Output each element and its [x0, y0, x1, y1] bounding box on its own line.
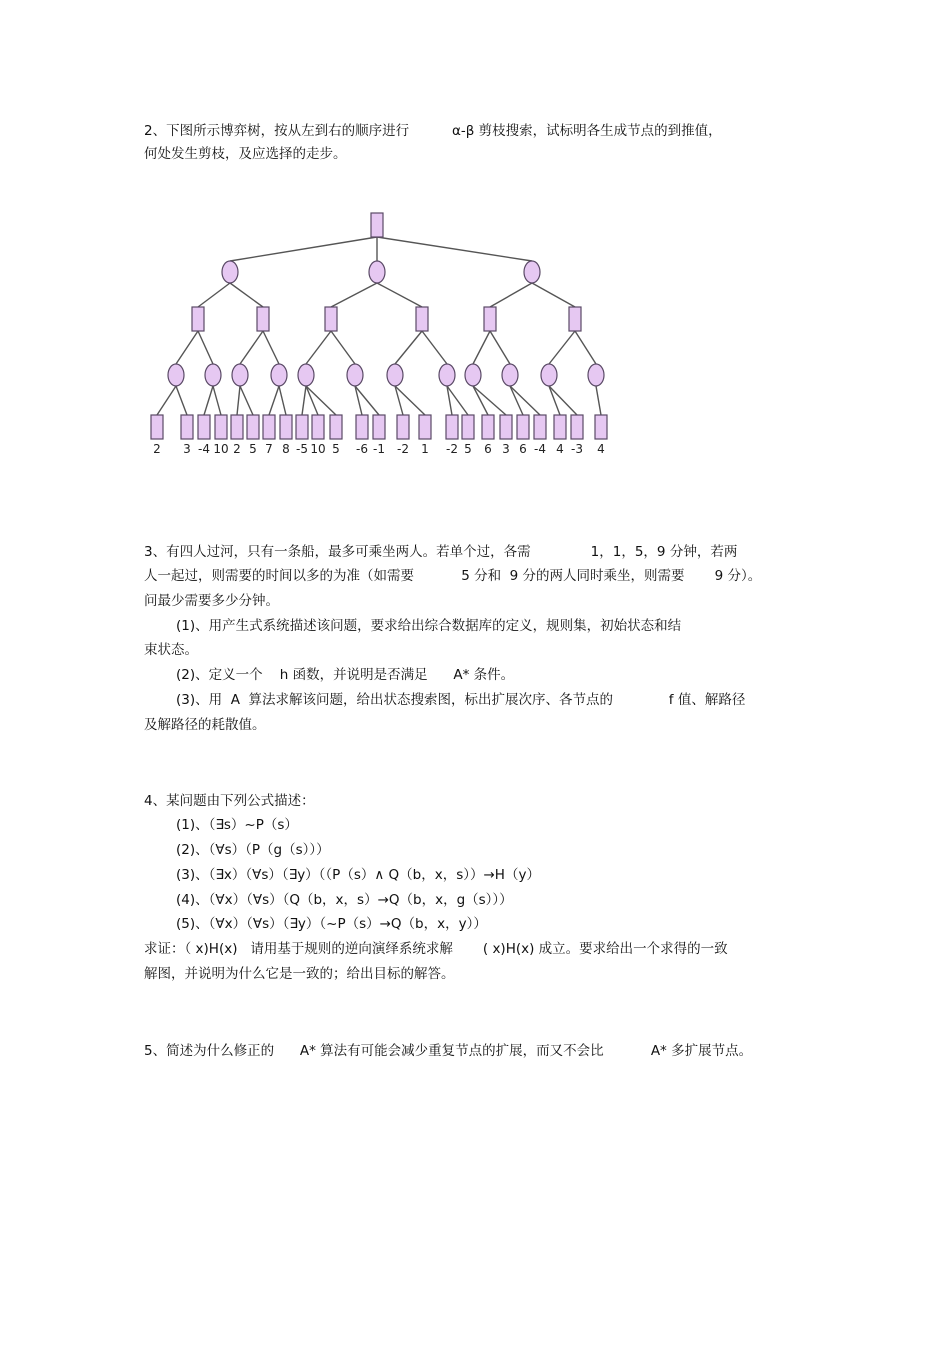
leaf-value-label: -6 [356, 442, 368, 456]
tree-nodes [151, 213, 607, 439]
leaf-value-label: 8 [282, 442, 290, 456]
leaf-node [500, 415, 512, 439]
leaf-node [280, 415, 292, 439]
leaf-value-label: 2 [233, 442, 241, 456]
tree-edge [377, 237, 532, 261]
tree-edge [473, 386, 506, 415]
leaf-node [373, 415, 385, 439]
tree-edge [422, 331, 447, 364]
tree-edge [473, 331, 490, 364]
tree-edge [302, 386, 306, 415]
q4-text-line1: 4、某问题由下列公式描述： [144, 793, 315, 809]
tree-edge [198, 331, 213, 364]
q4-formula-4: (4)、（∀x）（∀s）（Q（b，x，s）→Q（b，x，g（s））） [176, 892, 513, 908]
tree-edge [230, 237, 377, 261]
tree-edge [230, 283, 263, 307]
leaf-node [419, 415, 431, 439]
tree-edge [306, 386, 336, 415]
min-node [369, 261, 385, 283]
leaf-value-label: 10 [213, 442, 229, 456]
leaf-value-label: 5 [464, 442, 472, 456]
root-max-node [371, 213, 383, 237]
tree-edge [176, 331, 198, 364]
leaf-value-label: -2 [446, 442, 458, 456]
tree-edge [198, 283, 230, 307]
q3-sub3-line1: (3)、用 A 算法求解该问题，给出状态搜索图，标出扩展次序、各节点的 f 值、解路径 [176, 692, 746, 708]
leaf-node [181, 415, 193, 439]
min-node [232, 364, 248, 386]
max-node [569, 307, 581, 331]
leaf-value-label: -5 [296, 442, 308, 456]
tree-edge [395, 331, 422, 364]
leaf-node [356, 415, 368, 439]
tree-edge [596, 386, 601, 415]
q3-sub1-line1: (1)、用产生式系统描述该问题，要求给出综合数据库的定义，规则集，初始状态和结 [176, 618, 682, 634]
tree-edge [240, 331, 263, 364]
tree-edge [510, 386, 523, 415]
q4-formula-5: (5)、（∀x）（∀s）（∃y）（~P（s）→Q（b，x，y）） [176, 916, 487, 932]
tree-edge [490, 331, 510, 364]
leaf-node [571, 415, 583, 439]
leaf-node [263, 415, 275, 439]
tree-edge [306, 386, 318, 415]
tree-edge [510, 386, 540, 415]
leaf-value-label: 5 [249, 442, 257, 456]
q4-formula-3: (3)、（∃x）（∀s）（∃y）（（P（s）∧ Q（b，x，s））→H（y） [176, 867, 540, 883]
tree-edge [473, 386, 488, 415]
tree-edge [263, 331, 279, 364]
min-node [541, 364, 557, 386]
tree-edge [269, 386, 279, 415]
leaf-value-label: 7 [265, 442, 273, 456]
max-node [325, 307, 337, 331]
min-node [271, 364, 287, 386]
q3-text-line1: 3、有四人过河，只有一条船，最多可乘坐两人。若单个过，各需 1，1，5，9 分钟，若两 [144, 544, 738, 560]
tree-edge [490, 283, 532, 307]
tree-edge [549, 331, 575, 364]
min-node [222, 261, 238, 283]
leaf-value-label: -3 [571, 442, 583, 456]
tree-edge [279, 386, 286, 415]
q4-formula-2: (2)、（∀s）（P（g（s））） [176, 842, 330, 858]
tree-edge [204, 386, 213, 415]
leaf-value-label: 10 [310, 442, 326, 456]
leaf-value-label: 4 [597, 442, 605, 456]
q4-proof-line2: 解图，并说明为什么它是一致的；给出目标的解答。 [144, 966, 455, 982]
leaf-value-label: 3 [183, 442, 191, 456]
tree-edge [532, 283, 575, 307]
leaf-node [482, 415, 494, 439]
tree-edge [575, 331, 596, 364]
tree-edge [306, 331, 331, 364]
min-node [439, 364, 455, 386]
q3-text-line3: 问最少需要多少分钟。 [144, 593, 279, 609]
tree-edge [213, 386, 221, 415]
leaf-node [215, 415, 227, 439]
leaf-node [446, 415, 458, 439]
leaf-node [554, 415, 566, 439]
tree-edge [240, 386, 253, 415]
tree-edge [331, 283, 377, 307]
tree-edge [331, 331, 355, 364]
leaf-node [462, 415, 474, 439]
leaf-value-label: -1 [373, 442, 385, 456]
tree-edge [549, 386, 560, 415]
leaf-node [534, 415, 546, 439]
leaf-value-label: 6 [484, 442, 492, 456]
tree-edge [237, 386, 240, 415]
leaf-value-label: 2 [153, 442, 161, 456]
leaf-node [296, 415, 308, 439]
tree-edge [549, 386, 577, 415]
leaf-node [330, 415, 342, 439]
q2-text-line1: 2、下图所示博弈树，按从左到右的顺序进行 α-β 剪枝搜索，试标明各生成节点的到推值， [144, 123, 722, 139]
leaf-value-label: -4 [534, 442, 546, 456]
q4-proof-line1: 求证：（ x)H(x) 请用基于规则的逆向演绎系统求解 ( x)H(x) 成立。要求给出一个求得的一致 [144, 941, 728, 957]
min-node [168, 364, 184, 386]
q2-text-line2: 何处发生剪枝，及应选择的走步。 [144, 146, 347, 162]
min-node [465, 364, 481, 386]
q3-sub2: (2)、定义一个 h 函数，并说明是否满足 A* 条件。 [176, 667, 515, 683]
min-node [298, 364, 314, 386]
leaf-value-label: -4 [198, 442, 210, 456]
min-node [588, 364, 604, 386]
q5-text-line1: 5、简述为什么修正的 A* 算法有可能会减少重复节点的扩展，而又不会比 A* 多扩展节点。 [144, 1043, 753, 1059]
leaf-value-label: 6 [519, 442, 527, 456]
leaf-value-label: 4 [556, 442, 564, 456]
max-node [192, 307, 204, 331]
tree-edge [157, 386, 176, 415]
tree-edge [176, 386, 187, 415]
leaf-value-label: -2 [397, 442, 409, 456]
q3-sub1-line2: 束状态。 [144, 642, 198, 658]
min-node [502, 364, 518, 386]
leaf-node [517, 415, 529, 439]
leaf-node [247, 415, 259, 439]
min-node [524, 261, 540, 283]
min-node [387, 364, 403, 386]
q4-formula-1: (1)、（∃s）~P（s） [176, 817, 298, 833]
leaf-value-label: 5 [332, 442, 340, 456]
q3-text-line2: 人一起过，则需要的时间以多的为准（如需要 5 分和 9 分的两人同时乘坐，则需要 9 分）。 [144, 568, 762, 584]
max-node [416, 307, 428, 331]
leaf-node [151, 415, 163, 439]
leaf-node [231, 415, 243, 439]
leaf-node [595, 415, 607, 439]
leaf-value-labels [153, 442, 605, 456]
max-node [484, 307, 496, 331]
min-node [205, 364, 221, 386]
tree-edge [377, 283, 422, 307]
leaf-node [198, 415, 210, 439]
leaf-node [397, 415, 409, 439]
q3-sub3-line2: 及解路径的耗散值。 [144, 717, 266, 733]
leaf-node [312, 415, 324, 439]
min-node [347, 364, 363, 386]
leaf-value-label: 3 [502, 442, 510, 456]
max-node [257, 307, 269, 331]
leaf-value-label: 1 [421, 442, 429, 456]
